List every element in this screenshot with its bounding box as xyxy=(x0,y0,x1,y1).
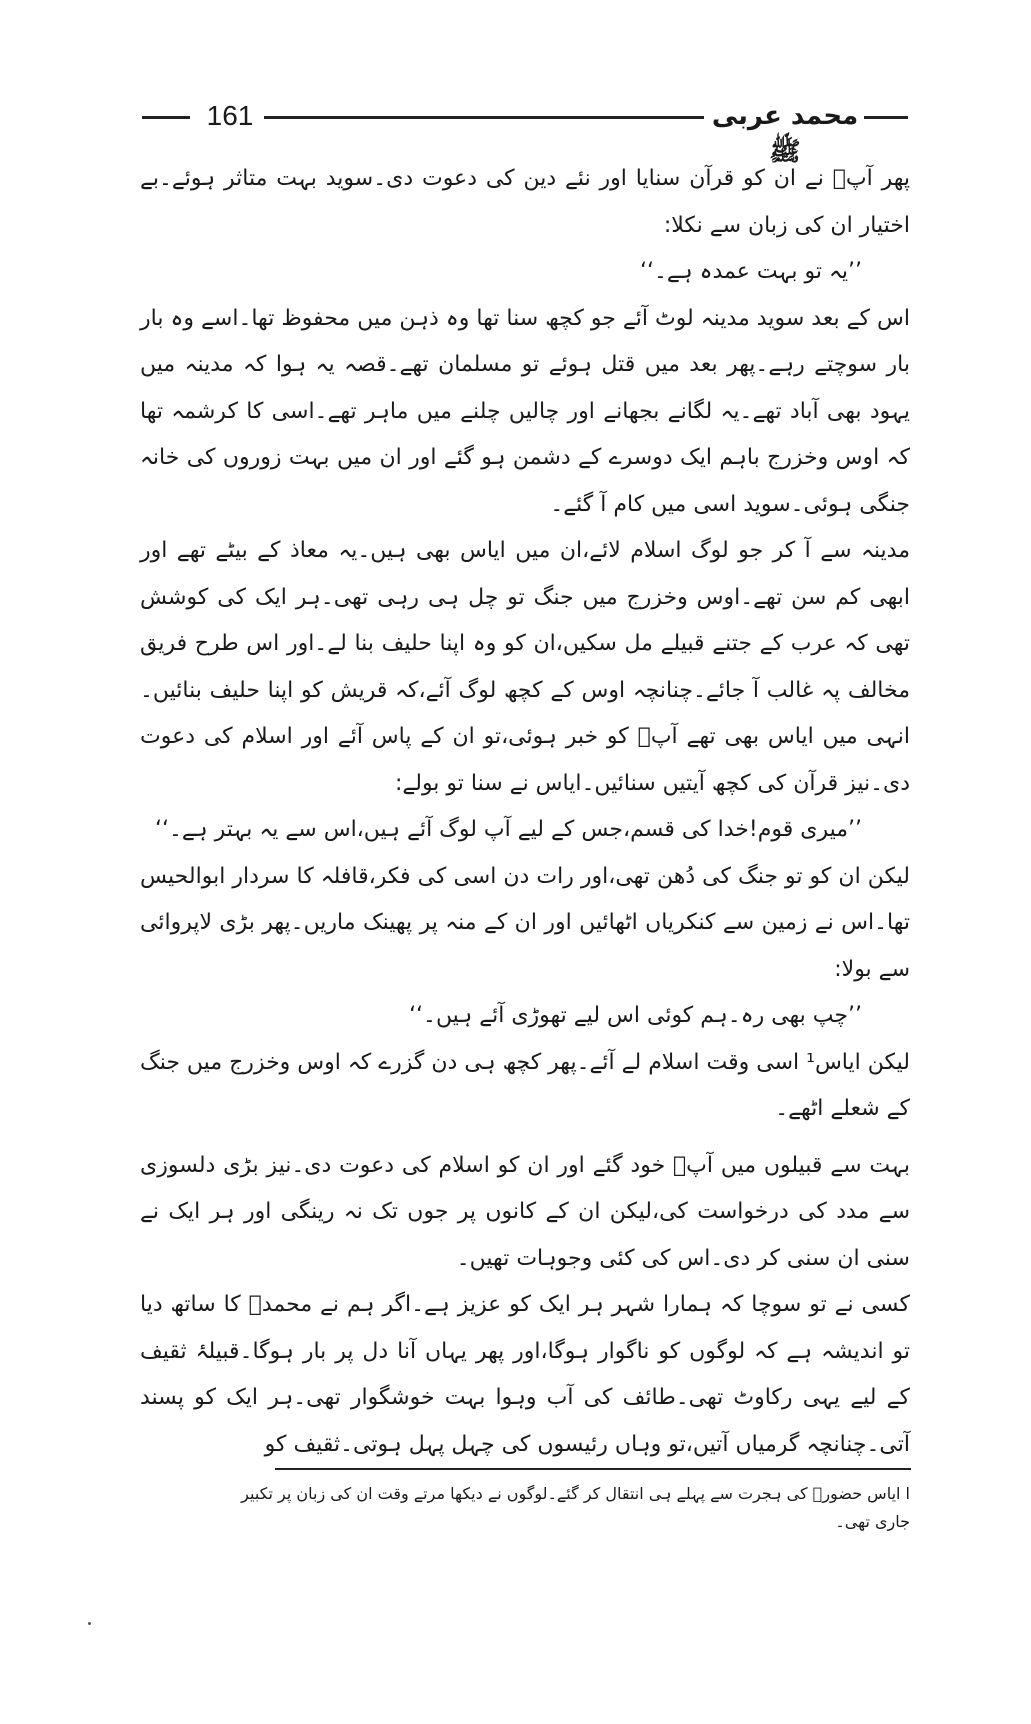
paragraph: مدینہ سے آ کر جو لوگ اسلام لائے،ان میں ایاس بھی ہیں۔یہ معاذ کے بیٹے تھے اور ابھی کم سن تھے۔اوس وخزرج میں جنگ تو چل ہی رہی تھی۔ہر ایک کی کوشش تھی کہ عرب کے جتنے قبیلے مل سکیں،ان کو وہ اپنا حلیف بنا لے۔اور اس طرح فریق مخالف پہ غالب آ جائے۔چنانچہ اوس کے کچھ لوگ آئے،کہ قریش کو اپنا حلیف بنائیں۔انہی میں ایاس بھی تھے آپؐ کو خبر ہوئی،تو ان کے پاس آئے اور اسلام کی دعوت دی۔نیز قرآن کی کچھ آیتیں سنائیں۔ایاس نے سنا تو بولے: xyxy=(140,538,910,796)
running-title: محمد عربی ﷺ xyxy=(711,101,859,167)
paragraph: لیکن ایاس¹ اسی وقت اسلام لے آئے۔پھر کچھ ہی دن گزرے کہ اوس وخزرج میں جنگ کے شعلے اٹھے۔ xyxy=(140,1049,910,1121)
header-rule-middle xyxy=(264,116,704,119)
header-rule-right xyxy=(864,116,908,119)
paragraph: بہت سے قبیلوں میں آپؐ خود گئے اور ان کو اسلام کی دعوت دی۔نیز بڑی دلسوزی سے مدد کی درخواست کی،لیکن ان کے کانوں پر جوں تک نہ رینگی اور ہر ایک نے سنی ان سنی کر دی۔اس کی کئی وجوہات تھیں۔ xyxy=(140,1152,910,1271)
paragraph: لیکن ان کو تو جنگ کی دُھن تھی،اور رات دن اسی کی فکر،قافلہ کا سردار ابوالحیس تھا۔اس نے زمین سے کنکریاں اٹھائیں اور ان کے منہ پر پھینک ماریں۔پھر بڑی لاپروائی سے بولا: xyxy=(140,863,910,982)
quote: ’’یہ تو بہت عمدہ ہے۔‘‘ xyxy=(639,259,862,284)
page-number: 161 xyxy=(206,100,254,131)
body-text xyxy=(140,156,910,1468)
footnote: ا ایاس حضورؐ کی ہجرت سے پہلے ہی انتقال کر گئے۔لوگوں نے دیکھا مرتے وقت ان کی زبان پر تکبیر جاری تھی۔ xyxy=(241,1484,910,1531)
quote: ’’چپ بھی رہ۔ہم کوئی اس لیے تھوڑی آئے ہیں۔‘‘ xyxy=(409,1003,862,1028)
paragraph: کسی نے تو سوچا کہ ہمارا شہر ہر ایک کو عزیز ہے۔اگر ہم نے محمدؐ کا ساتھ دیا تو اندیشہ ہے کہ لوگوں کو ناگوار ہوگا،اور پھر یہاں آنا دل پر بار ہوگا۔قبیلۂ ثقیف کے لیے یہی رکاوٹ تھی۔طائف کی آب وہوا بہت خوشگوار تھی۔ہر ایک کو پسند آتی۔چنانچہ گرمیاں آتیں،تو وہاں رئیسوں کی چہل پہل ہوتی۔ثقیف کو xyxy=(140,1292,910,1457)
page-header xyxy=(142,98,908,167)
quote: ’’میری قوم!خدا کی قسم،جس کے لیے آپ لوگ آئے ہیں،اس سے یہ بہتر ہے۔‘‘ xyxy=(154,817,862,842)
paragraph: اس کے بعد سوید مدینہ لوٹ آئے جو کچھ سنا تھا وہ ذہن میں محفوظ تھا۔اسے وہ بار بار سوچتے رہے۔پھر بعد میں قتل ہوئے تو مسلمان تھے۔قصہ یہ ہوا کہ مدینہ میں یہود بھی آباد تھے۔یہ لگانے بجھانے اور چالیں چلنے میں ماہر تھے۔اسی کا کرشمہ تھا کہ اوس وخزرج باہم ایک دوسرے کے دشمن ہو گئے اور ان میں بہت زوروں کی خانہ جنگی ہوئی۔سوید اسی میں کام آ گئے۔ xyxy=(140,305,910,517)
header-rule-left xyxy=(142,116,190,119)
paper-speck xyxy=(88,1622,91,1625)
footnote-divider xyxy=(275,1468,911,1470)
paragraph: پھر آپؐ نے ان کو قرآن سنایا اور نئے دین کی دعوت دی۔سوید بہت متاثر ہوئے۔بے اختیار ان کی زبان سے نکلا: xyxy=(140,166,910,238)
